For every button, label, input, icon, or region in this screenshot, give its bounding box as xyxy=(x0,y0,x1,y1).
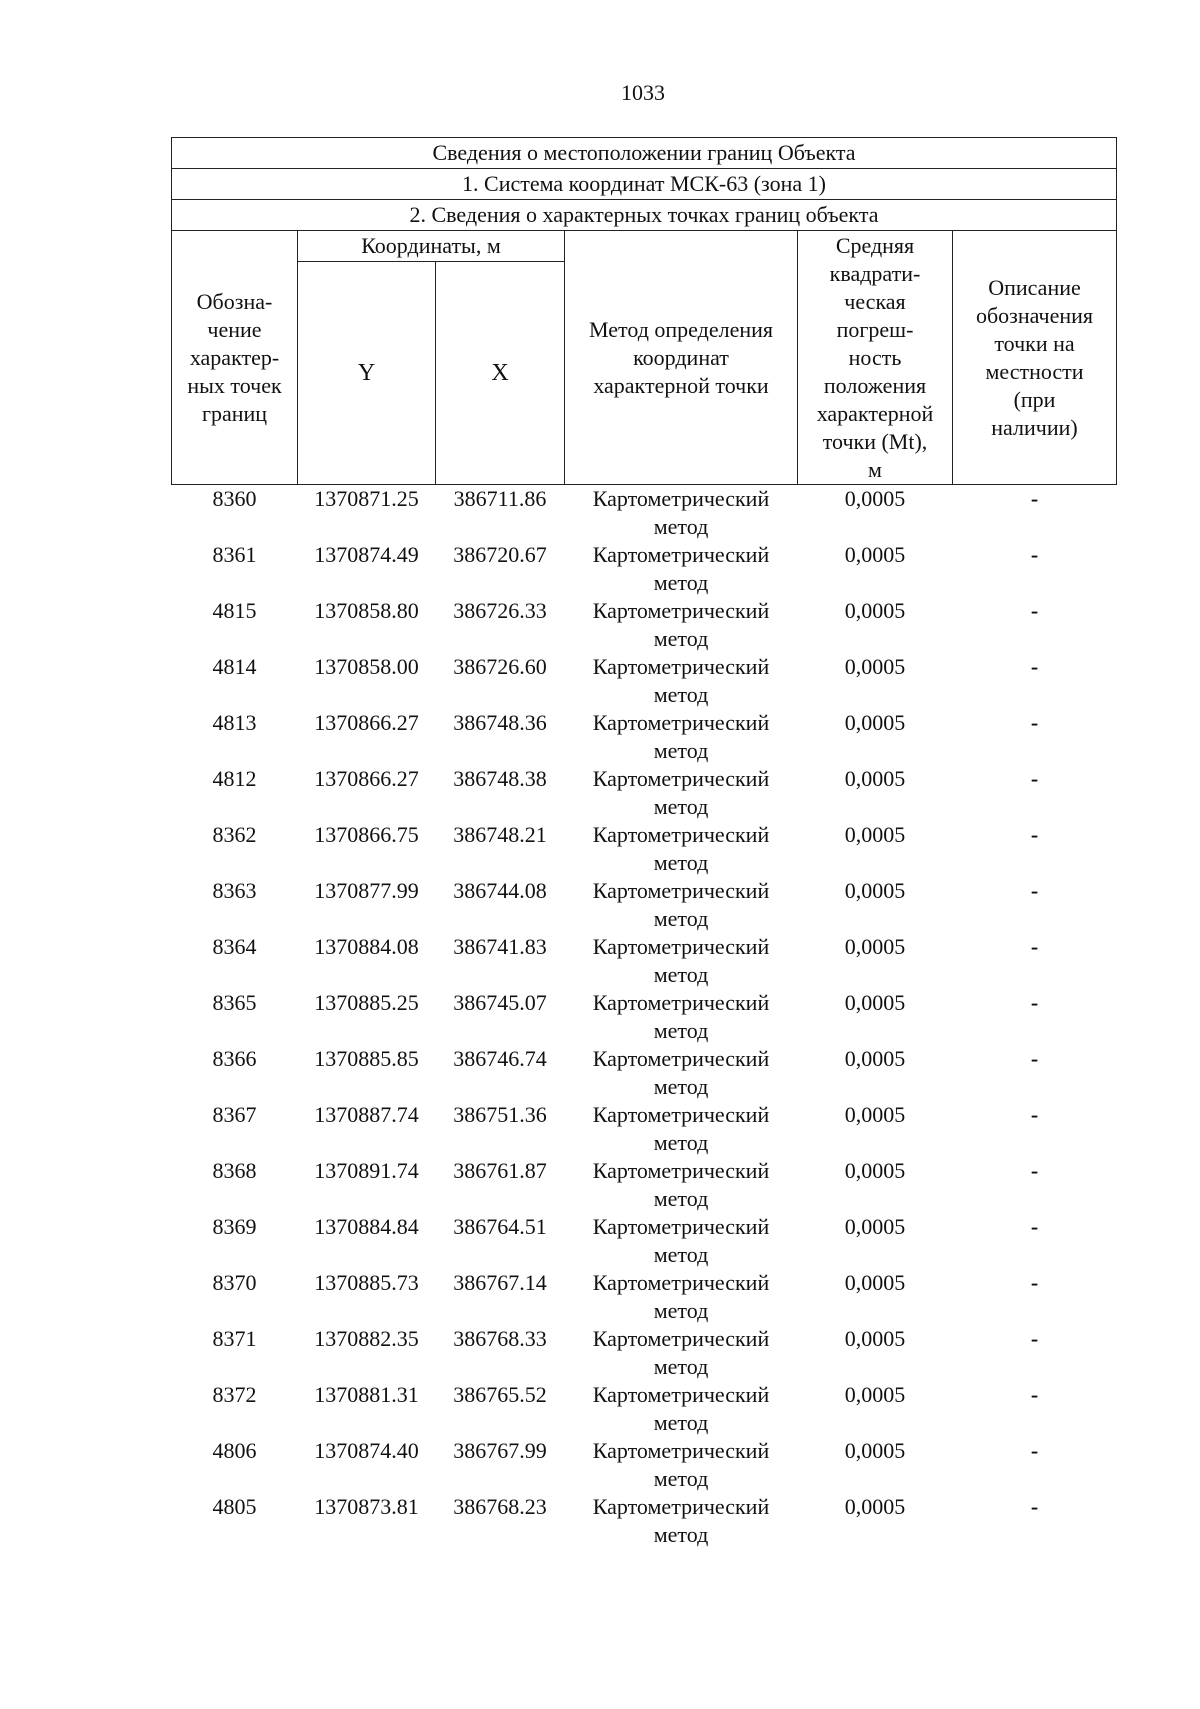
cell-y: 1370884.08 xyxy=(314,934,419,959)
cell-point-id: 8364 xyxy=(212,934,257,959)
cell-point-id: 8372 xyxy=(212,1382,257,1407)
cell-x: 386765.52 xyxy=(453,1382,547,1407)
table-row xyxy=(172,1269,1117,1325)
cell-y: 1370882.35 xyxy=(314,1326,419,1351)
cell-x: 386744.08 xyxy=(453,878,547,903)
header-method: Метод определения координат характерной точки xyxy=(565,231,798,485)
cell-method: Картометрический метод xyxy=(592,542,770,595)
cell-description: - xyxy=(1030,1270,1039,1295)
cell-method: Картометрический метод xyxy=(592,1214,770,1267)
cell-x: 386745.07 xyxy=(453,990,547,1015)
cell-error: 0,0005 xyxy=(844,542,906,567)
cell-x: 386726.60 xyxy=(453,654,547,679)
cell-y: 1370858.80 xyxy=(314,598,419,623)
cell-method: Картометрический метод xyxy=(592,878,770,931)
cell-description: - xyxy=(1030,1438,1039,1463)
cell-x: 386748.38 xyxy=(453,766,547,791)
cell-x: 386768.23 xyxy=(453,1494,547,1519)
cell-point-id: 8360 xyxy=(212,486,257,511)
cell-error: 0,0005 xyxy=(844,878,906,903)
cell-description: - xyxy=(1030,1046,1039,1071)
table-row xyxy=(172,877,1117,933)
cell-description: - xyxy=(1030,934,1039,959)
cell-x: 386711.86 xyxy=(453,486,547,511)
cell-point-id: 8365 xyxy=(212,990,257,1015)
cell-point-id: 4805 xyxy=(212,1494,257,1519)
table-row xyxy=(172,1381,1117,1437)
cell-y: 1370874.40 xyxy=(314,1438,419,1463)
cell-method: Картометрический метод xyxy=(592,710,770,763)
cell-point-id: 8363 xyxy=(212,878,257,903)
cell-x: 386761.87 xyxy=(453,1158,547,1183)
cell-y: 1370871.25 xyxy=(314,486,419,511)
cell-error: 0,0005 xyxy=(844,1270,906,1295)
cell-error: 0,0005 xyxy=(844,598,906,623)
cell-y: 1370885.85 xyxy=(314,1046,419,1071)
cell-point-id: 4815 xyxy=(212,598,257,623)
cell-error: 0,0005 xyxy=(844,1438,906,1463)
table-row xyxy=(172,1493,1117,1549)
cell-error: 0,0005 xyxy=(844,710,906,735)
cell-method: Картометрический метод xyxy=(592,766,770,819)
table-row xyxy=(172,653,1117,709)
cell-method: Картометрический метод xyxy=(592,1438,770,1491)
cell-description: - xyxy=(1030,598,1039,623)
cell-method: Картометрический метод xyxy=(592,822,770,875)
boundary-points-table xyxy=(171,137,1117,1549)
table-row xyxy=(172,765,1117,821)
cell-x: 386751.36 xyxy=(453,1102,547,1127)
cell-point-id: 8371 xyxy=(212,1326,257,1351)
cell-error: 0,0005 xyxy=(844,1382,906,1407)
cell-x: 386746.74 xyxy=(453,1046,547,1071)
cell-method: Картометрический метод xyxy=(592,1158,770,1211)
cell-error: 0,0005 xyxy=(844,1494,906,1519)
header-error: Средняя квадрати- ческая погреш- ность положения характерной точки (Mt), м xyxy=(798,231,953,485)
cell-y: 1370884.84 xyxy=(314,1214,419,1239)
cell-description: - xyxy=(1030,1494,1039,1519)
page-number-text: 1033 xyxy=(621,80,665,105)
table-row xyxy=(172,1101,1117,1157)
cell-x: 386768.33 xyxy=(453,1326,547,1351)
cell-x: 386748.36 xyxy=(453,710,547,735)
cell-y: 1370866.75 xyxy=(314,822,419,847)
cell-description: - xyxy=(1030,1102,1039,1127)
cell-y: 1370881.31 xyxy=(314,1382,419,1407)
cell-method: Картометрический метод xyxy=(592,1046,770,1099)
cell-method: Картометрический метод xyxy=(592,934,770,987)
cell-method: Картометрический метод xyxy=(592,654,770,707)
cell-error: 0,0005 xyxy=(844,1214,906,1239)
cell-method: Картометрический метод xyxy=(592,1270,770,1323)
cell-description: - xyxy=(1030,1158,1039,1183)
section-title: 2. Сведения о характерных точках границ объекта xyxy=(172,200,1117,231)
cell-description: - xyxy=(1030,542,1039,567)
cell-y: 1370887.74 xyxy=(314,1102,419,1127)
cell-point-id: 8361 xyxy=(212,542,257,567)
cell-error: 0,0005 xyxy=(844,1158,906,1183)
cell-point-id: 4813 xyxy=(212,710,257,735)
table-row xyxy=(172,1213,1117,1269)
cell-point-id: 8368 xyxy=(212,1158,257,1183)
cell-y: 1370873.81 xyxy=(314,1494,419,1519)
cell-description: - xyxy=(1030,1326,1039,1351)
cell-point-id: 8366 xyxy=(212,1046,257,1071)
cell-method: Картометрический метод xyxy=(592,1382,770,1435)
cell-point-id: 8369 xyxy=(212,1214,257,1239)
cell-method: Картометрический метод xyxy=(592,598,770,651)
table-row xyxy=(172,709,1117,765)
table-row xyxy=(172,989,1117,1045)
cell-description: - xyxy=(1030,766,1039,791)
page-number xyxy=(0,80,1200,106)
table-row xyxy=(172,933,1117,989)
header-description: Описание обозначения точки на местности (при наличии) xyxy=(953,231,1117,485)
cell-method: Картометрический метод xyxy=(592,486,770,539)
cell-error: 0,0005 xyxy=(844,1326,906,1351)
cell-point-id: 8370 xyxy=(212,1270,257,1295)
cell-y: 1370877.99 xyxy=(314,878,419,903)
cell-description: - xyxy=(1030,710,1039,735)
table-row xyxy=(172,1045,1117,1101)
cell-y: 1370866.27 xyxy=(314,710,419,735)
cell-description: - xyxy=(1030,1382,1039,1407)
table-row xyxy=(172,485,1117,542)
cell-error: 0,0005 xyxy=(844,990,906,1015)
cell-method: Картометрический метод xyxy=(592,1494,770,1547)
table-row xyxy=(172,1157,1117,1213)
cell-x: 386748.21 xyxy=(453,822,547,847)
cell-error: 0,0005 xyxy=(844,1102,906,1127)
cell-description: - xyxy=(1030,990,1039,1015)
cell-error: 0,0005 xyxy=(844,1046,906,1071)
table-row xyxy=(172,541,1117,597)
cell-y: 1370874.49 xyxy=(314,542,419,567)
cell-error: 0,0005 xyxy=(844,766,906,791)
cell-y: 1370885.25 xyxy=(314,990,419,1015)
cell-description: - xyxy=(1030,878,1039,903)
table-body xyxy=(172,485,1117,1550)
table-row xyxy=(172,821,1117,877)
header-x: X xyxy=(436,262,565,485)
cell-y: 1370885.73 xyxy=(314,1270,419,1295)
cell-description: - xyxy=(1030,1214,1039,1239)
cell-point-id: 4806 xyxy=(212,1438,257,1463)
table-header xyxy=(172,138,1117,485)
cell-x: 386764.51 xyxy=(453,1214,547,1239)
cell-error: 0,0005 xyxy=(844,486,906,511)
cell-x: 386767.99 xyxy=(453,1438,547,1463)
cell-x: 386726.33 xyxy=(453,598,547,623)
cell-method: Картометрический метод xyxy=(592,1326,770,1379)
coordinate-system: 1. Система координат МСК-63 (зона 1) xyxy=(172,169,1117,200)
table-row xyxy=(172,597,1117,653)
cell-point-id: 8367 xyxy=(212,1102,257,1127)
cell-method: Картометрический метод xyxy=(592,990,770,1043)
header-point-id: Обозна- чение характер- ных точек границ xyxy=(172,231,298,485)
header-y: Y xyxy=(298,262,436,485)
cell-point-id: 8362 xyxy=(212,822,257,847)
cell-description: - xyxy=(1030,654,1039,679)
cell-error: 0,0005 xyxy=(844,822,906,847)
cell-error: 0,0005 xyxy=(844,934,906,959)
cell-x: 386767.14 xyxy=(453,1270,547,1295)
cell-description: - xyxy=(1030,486,1039,511)
table-row xyxy=(172,1325,1117,1381)
cell-y: 1370858.00 xyxy=(314,654,419,679)
cell-point-id: 4812 xyxy=(212,766,257,791)
cell-y: 1370866.27 xyxy=(314,766,419,791)
table-title: Сведения о местоположении границ Объекта xyxy=(172,138,1117,169)
cell-point-id: 4814 xyxy=(212,654,257,679)
cell-description: - xyxy=(1030,822,1039,847)
cell-method: Картометрический метод xyxy=(592,1102,770,1155)
table-row xyxy=(172,1437,1117,1493)
cell-x: 386741.83 xyxy=(453,934,547,959)
cell-y: 1370891.74 xyxy=(314,1158,419,1183)
cell-error: 0,0005 xyxy=(844,654,906,679)
cell-x: 386720.67 xyxy=(453,542,547,567)
header-coordinates: Координаты, м xyxy=(298,231,565,262)
